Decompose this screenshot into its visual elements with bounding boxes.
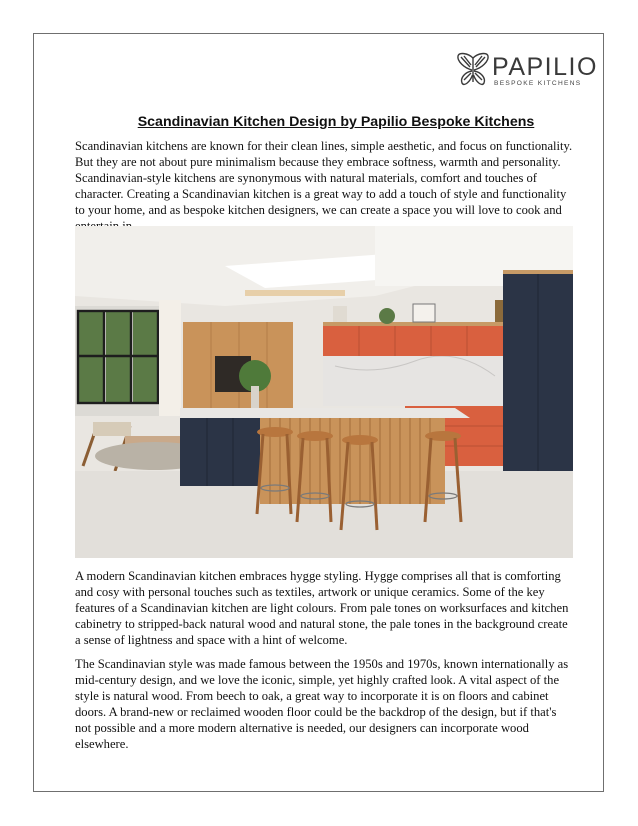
intro-paragraph: Scandinavian kitchens are known for their clean lines, simple aesthetic, and focus on functionality. But they are not about pure minimalism because they embrace softness, warmth and personality. Scandinavian-style kitchens are synonymous with natural materials, comfort and touches of character. Creating a Scandinavian kitchen is a great way to add a touch of style and functionality to your home, and as bespoke kitchen designers, we can create a space you will love to cook and bbox=[75, 139, 573, 218]
page-title: Scandinavian Kitchen Design by Papilio Bespoke Kitchens bbox=[137, 114, 535, 130]
brand-tagline: BESPOKE KITCHENS bbox=[494, 80, 582, 87]
brand-logo bbox=[456, 52, 596, 92]
kitchen-photo bbox=[75, 226, 573, 558]
butterfly-logo-icon bbox=[456, 52, 490, 88]
hygge-paragraph: A modern Scandinavian kitchen embraces hygge styling. Hygge comprises all that is comforting and cosy with personal touches such as textiles, artwork or unique ceramics. Some of the key features of a Scandinavian kitchen are light colours. From pale tones on worksurfaces and kitchen cabinetry to stripped-back natural wood and natural stone, the pale tones in the background create a sense of lightness and space with a hint of welcome. bbox=[75, 569, 569, 648]
mid-century-paragraph: The Scandinavian style was made famous between the 1950s and 1970s, known internationally as mid-century design, and we love the iconic, simple, yet highly crafted look. A vital aspect of the style is natural wood. From beech to oak, a great way to incorporate it is on floors and cabinet doors. A brand-new or reclaimed wooden floor could be the backdrop of the design, but if that's not possible and a more modern alternative is needed, our designers can incorporate wood elsewhere. bbox=[75, 657, 569, 752]
kitchen-illustration bbox=[75, 226, 573, 558]
brand-name: PAPILIO bbox=[492, 53, 598, 81]
